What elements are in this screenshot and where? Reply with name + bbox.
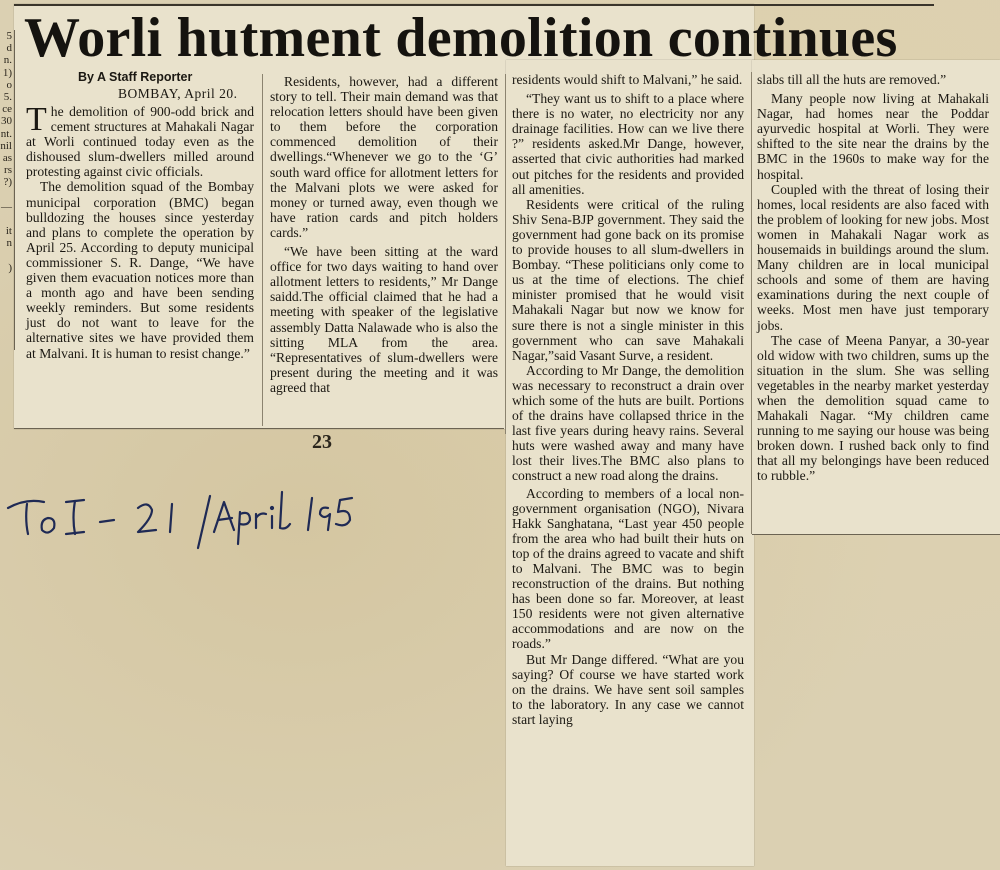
article-column-4: [757, 72, 989, 484]
article-paragraph: According to members of a local non-government organisation (NGO), Nivara Hakk Sanghatana, “Last year 450 people from the area who had built their huts on top of the drains agreed to vacate and shift to Malvani. The BMC was to begin reconstruction of the drains. But nothing has been done so far. Moreover, at least 150 residents were not given alternative accommodations and are now on the roads.”: [512, 485, 744, 652]
article-paragraph: “They want us to shift to a place where there is no water, no electricity nor any drainage facilities. How can we live there ?” residents asked.Mr Dange, however, asserted that civic authorities had marked out pitches for the residents and provided all amenities.: [512, 91, 744, 197]
article-paragraph: The demolition squad of the Bombay municipal corporation (BMC) began bulldozing the houses since yesterday and plans to complete the operation by April 25. According to deputy municipal commissioner S. R. Dange, “We have given them evacuation notices more than a month ago and have been sending weekly reminders. But some residents just do not want to leave for the alternative sites we have provided them at Malvani. It is human to resist change.”: [26, 179, 254, 361]
article-column-1: [26, 101, 254, 361]
bottom-rule: [752, 534, 1000, 535]
article-column-3: [512, 72, 744, 727]
byline: By A Staff Reporter: [78, 70, 193, 84]
article-paragraph: slabs till all the huts are removed.”: [757, 72, 947, 87]
handwritten-annotation: [0, 468, 380, 578]
page-number-fragment: 23: [312, 431, 332, 453]
headline: Worli hutment demolition continues: [24, 7, 898, 69]
article-paragraph: “We have been sitting at the ward office for two days waiting to hand over allotment letters to residents,” Mr Dange saidd.The official claimed that he had a meeting with speaker of the legislative assembly Datta Nalawade who is also the sitting MLA from the area. “Representatives of slum-dwellers were present during the meeting and it was agreed that: [270, 244, 498, 395]
column-divider: [262, 74, 263, 426]
article-paragraph: Coupled with the threat of losing their homes, local residents are also faced with the problem of looking for new jobs. Most women in Mahakali Nagar work as housemaids in buildings around the slum. Many children are in local municipal schools and some of them are having examinations during the next couple of weeks. Most men have just temporary jobs.: [757, 181, 989, 333]
column-divider: [14, 30, 15, 350]
article-paragraph: The case of Meena Panyar, a 30-year old widow with two children, sums up the situation in the slum. She was selling vegetables in the nearby market yesterday when the demolition squad came to Mahakali Nagar. “My children came running to me saying our house was being broken down. I rushed back only to find that all my belongings have been reduced to rubble.”: [757, 332, 989, 484]
article-paragraph: But Mr Dange differed. “What are you saying? Of course we have started work on the drains. We have sent soil samples to the laboratory. In any case we cannot start laying: [512, 651, 744, 727]
adjacent-article-fragment: 5 d n. 1) o 5. ce 30 nt. nil as rs ?) — it n ): [0, 30, 12, 274]
column-divider: [505, 74, 506, 434]
dateline: BOMBAY, April 20.: [118, 86, 238, 101]
article-paragraph: According to Mr Dange, the demolition was necessary to reconstruct a drain over which some of the huts are built. Portions of the drains have collapsed thrice in the last five years during heavy rains. Several huts were washed away and many have lost their lives.The BMC also plans to construct a new road along the drains.: [512, 362, 744, 484]
article-column-2: [270, 74, 498, 395]
article-paragraph: Residents were critical of the ruling Shiv Sena-BJP government. They said the government had gone back on its promise to provide houses to all slum-dwellers in Bombay. “These politicians only come to us at the time of elections. The chief minister promised that he would visit Mahakali Nagar but now we know for sure there is not a single minister in this government who can save Mahakali Nagar,”said Vasant Surve, a resident.: [512, 196, 744, 363]
column-divider: [751, 72, 752, 534]
article-paragraph: residents would shift to Malvani,” he said.: [512, 72, 743, 87]
bottom-rule: [14, 428, 504, 429]
article-paragraph: Residents, however, had a different story to tell. Their main demand was that relocation letters should have been given to them before the corporation commenced demolition of their dwellings.“Whenever we go to the ‘G’ south ward office for allotment letters for the Malvani plots we were asked for money or turned away, even though we have ration cards and pitch holders cards.”: [270, 74, 498, 240]
article-paragraph: The demolition of 900-odd brick and cement structures at Mahakali Nagar at Worli continued today even as the dishoused slum-dwellers milled around protesting against civic officials.: [26, 101, 254, 180]
drop-cap: T: [26, 101, 47, 138]
article-paragraph: Many people now living at Mahakali Nagar, had homes near the Poddar ayurvedic hospital at Worli. They were shifted to the site near the drains by the BMC in the 1960s to make way for the hospital.: [757, 91, 989, 182]
